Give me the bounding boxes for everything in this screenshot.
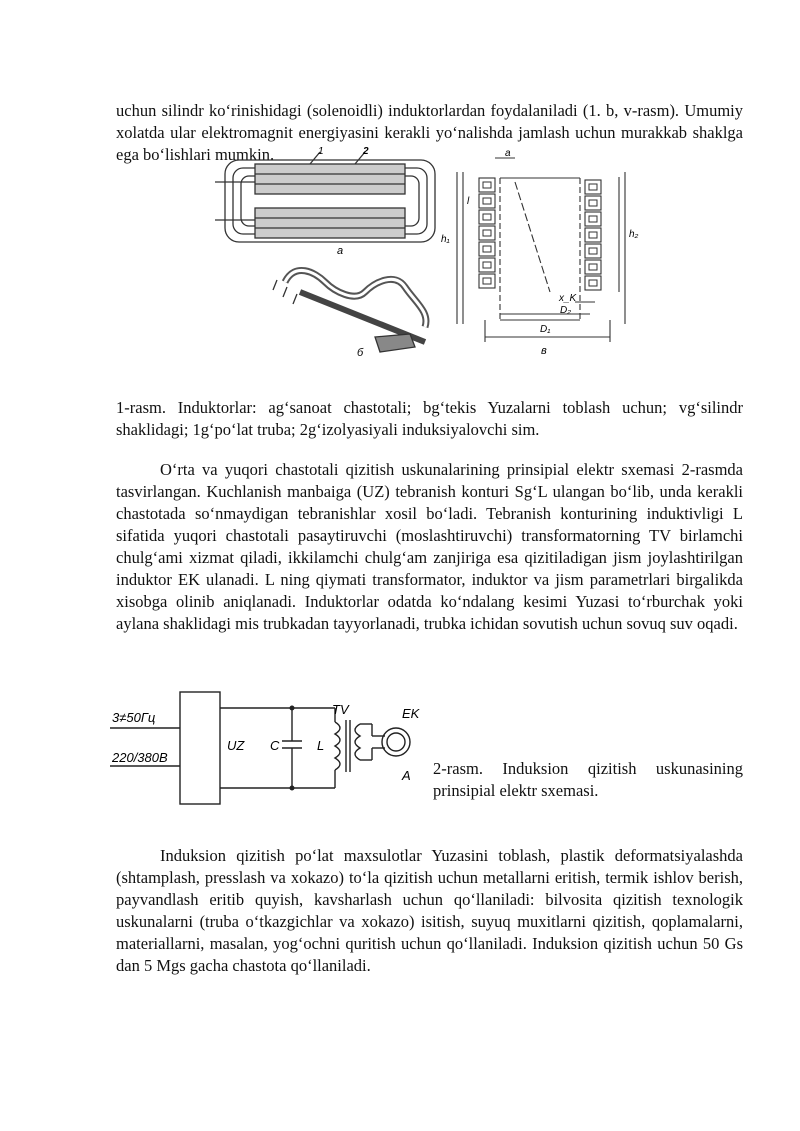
inductor-v-coils — [479, 178, 601, 290]
inductor-ek-label: EK — [402, 706, 420, 721]
paragraph-intro: uchun silindr ko‘rinishidagi (solenoidli) induktorlardan foydalaniladi (1. b, v-rasm). Umumiy xolatda ular elektromagnit energiyasini kerakli yo‘nalishda jamlash uchun murakkab shaklga ega bo‘lishlari mumkin. — [116, 101, 743, 164]
label-l: l — [467, 196, 470, 207]
supply-frequency-label: 3≠50Гц — [112, 710, 156, 725]
label-v: в — [541, 345, 547, 357]
supply-voltage-label: 220/380В — [112, 750, 168, 765]
label-2: 2 — [363, 146, 369, 157]
label-1: 1 — [318, 146, 324, 157]
inductor-a-drawing — [215, 152, 435, 242]
workpiece-a-label: A — [402, 768, 411, 783]
label-d-small: a — [505, 148, 511, 159]
label-xk: x_K — [559, 293, 577, 304]
paragraph-applications: Induksion qizitish po‘lat maxsulotlar Yuzasini toblash, plastik deformatsiyalashda (shtamplash, presslash va xokazo) to‘la qizitish uchun metallarni eritish, termik ishlov berish, payvandlash eritib quyish, kavsharlash uchun qo‘llaniladi: bilvosita qizitish texnologik uskunalarni (truba o‘tkazgichlar va xokazo) isitish, suyuq muxitlarni qizitish, qoplamalarni, materiallarni, masalan, yog‘ochni quritish uchun qo‘llaniladi. Induksion qizitish uchun 50 Gs dan 5 Mgs gacha chastota qo‘llaniladi. — [116, 846, 743, 975]
figure-inductors — [215, 142, 650, 360]
figure-circuit — [110, 688, 430, 818]
uz-label: UZ — [227, 738, 245, 753]
circuit-lines — [110, 692, 410, 804]
label-h2: h₂ — [629, 229, 639, 240]
label-a: a — [337, 245, 344, 257]
transformer-label: TV — [332, 702, 349, 717]
label-d2: D₂ — [560, 305, 572, 316]
figure2-caption: 2-rasm. Induksion qizitish uskunasining prinsipial elektr sxemasi. — [433, 759, 743, 800]
label-h1: h₁ — [441, 234, 450, 245]
figure1-caption: 1-rasm. Induktorlar: ag‘sanoat chastotali; bg‘tekis Yuzalarni toblash uchun; vg‘silindr shaklidagi; 1g‘po‘lat truba; 2g‘izolyasiyali induksiyalovchi sim. — [116, 398, 743, 439]
paragraph-circuit: O‘rta va yuqori chastotali qizitish uskunalarining prinsipial elektr sxemasi 2-rasmda tasvirlangan. Kuchlanish manbaiga (UZ) tebranish konturi Sg‘L ulangan bo‘lib, unda kerakli chastotada so‘nmaydigan tebranishlar xosil bo‘ladi. Tebranish konturining induktivligi L sifatida yuqori chastotali pasaytiruvchi (moslashtiruvchi) transformatorning TV birlamchi chulg‘ami xizmat qiladi, ikkilamchi chulg‘am zanjiriga esa qizitiladigan jism joylashtirilgan induktor EK ulanadi. L ning qiymati transformator, induktor va jism parametrlari birgalikda xisobga olinib aniqlanadi. Induktorlar odatda ko‘ndalang kesimi Yuzasi to‘rburchak yoki aylana shaklidagi mis trubkadan tayyorlanadi, trubka ichidan sovutish uchun sovuq suv oqadi. — [116, 460, 743, 633]
circuit-diagram — [110, 688, 430, 818]
capacitor-label: C — [270, 738, 280, 753]
label-d1: D₁ — [540, 324, 551, 335]
inductors-drawing — [215, 142, 650, 360]
inductance-label: L — [317, 738, 325, 753]
label-b: б — [357, 347, 364, 359]
inductor-b-drawing — [273, 270, 426, 352]
